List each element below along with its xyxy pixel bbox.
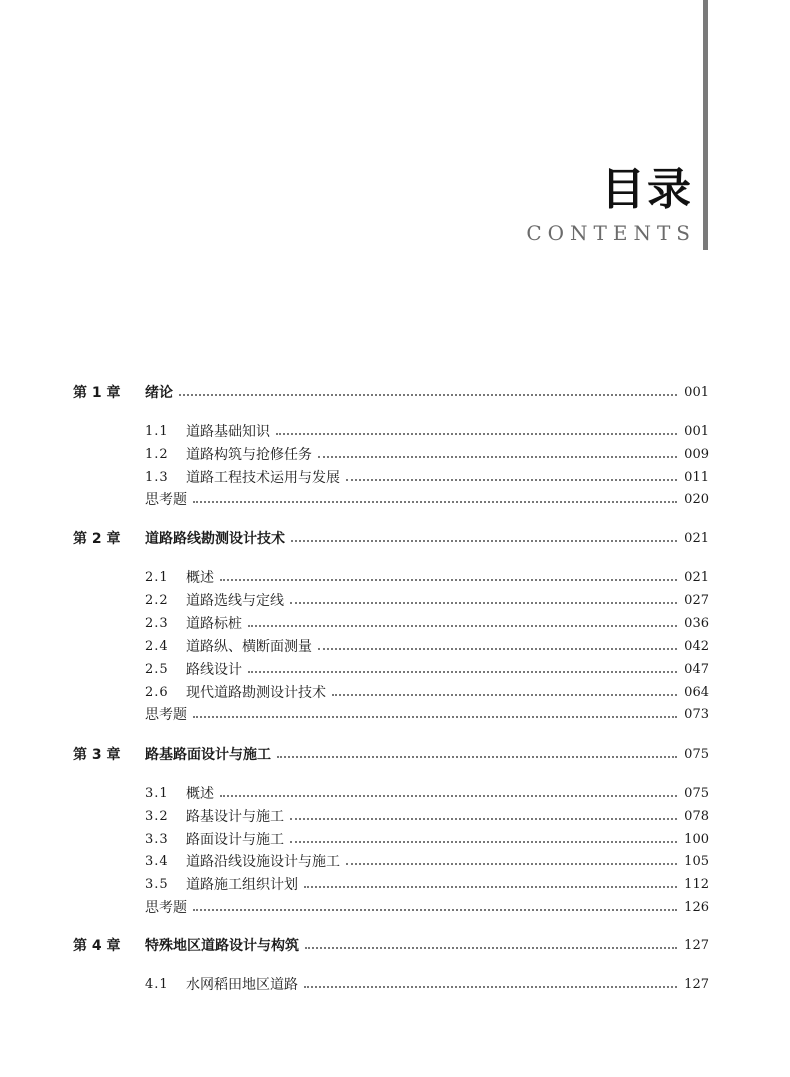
chapter-number: 第 1 章 bbox=[73, 385, 121, 401]
section-title: 道路构筑与抢修任务 bbox=[186, 447, 312, 463]
page-title: 目录 bbox=[601, 164, 693, 215]
section-number: 1.1 bbox=[145, 424, 169, 439]
page-number: 021 bbox=[684, 570, 709, 585]
toc-section-row[interactable] bbox=[0, 567, 790, 589]
dot-leader bbox=[248, 671, 677, 673]
page-number: 078 bbox=[684, 809, 709, 824]
section-number: 2.3 bbox=[145, 616, 169, 631]
toc-section-row[interactable] bbox=[0, 851, 790, 873]
chapter-number: 第 2 章 bbox=[73, 531, 121, 547]
dot-leader bbox=[346, 863, 677, 865]
section-title: 道路基础知识 bbox=[186, 424, 270, 440]
exercises-label: 思考题 bbox=[145, 707, 187, 723]
exercises-label: 思考题 bbox=[145, 900, 187, 916]
dot-leader bbox=[179, 394, 677, 396]
page-number: 075 bbox=[684, 786, 709, 801]
section-number: 3.4 bbox=[145, 854, 169, 869]
page-number: 042 bbox=[684, 639, 709, 654]
section-title: 道路沿线设施设计与施工 bbox=[186, 854, 340, 870]
dot-leader bbox=[276, 433, 677, 435]
toc-section-row[interactable] bbox=[0, 636, 790, 658]
dot-leader bbox=[248, 625, 677, 627]
page-number: 100 bbox=[684, 832, 709, 847]
section-number: 1.3 bbox=[145, 470, 169, 485]
section-title: 现代道路勘测设计技术 bbox=[186, 685, 326, 701]
page-number: 027 bbox=[684, 593, 709, 608]
section-title: 水网稻田地区道路 bbox=[186, 977, 298, 993]
dot-leader bbox=[304, 986, 677, 988]
page-number: 021 bbox=[684, 531, 709, 546]
toc-exercises-row[interactable] bbox=[0, 704, 790, 726]
page-number: 075 bbox=[684, 747, 709, 762]
toc-section-row[interactable] bbox=[0, 659, 790, 681]
dot-leader bbox=[290, 602, 677, 604]
section-title: 路面设计与施工 bbox=[186, 832, 284, 848]
section-title: 道路施工组织计划 bbox=[186, 877, 298, 893]
chapter-title: 道路路线勘测设计技术 bbox=[145, 531, 285, 547]
section-title: 道路纵、横断面测量 bbox=[186, 639, 312, 655]
toc-section-row[interactable] bbox=[0, 783, 790, 805]
section-number: 4.1 bbox=[145, 977, 169, 992]
page-number: 126 bbox=[684, 900, 709, 915]
page-number: 009 bbox=[684, 447, 709, 462]
toc-chapter-row[interactable] bbox=[0, 528, 790, 550]
dot-leader bbox=[318, 456, 677, 458]
toc-section-row[interactable] bbox=[0, 421, 790, 443]
toc-exercises-row[interactable] bbox=[0, 489, 790, 511]
chapter-number: 第 4 章 bbox=[73, 938, 121, 954]
section-number: 2.5 bbox=[145, 662, 169, 677]
section-number: 2.4 bbox=[145, 639, 169, 654]
toc-section-row[interactable] bbox=[0, 829, 790, 851]
toc-chapter-row[interactable] bbox=[0, 382, 790, 404]
header-accent-bar bbox=[703, 0, 708, 250]
toc-exercises-row[interactable] bbox=[0, 897, 790, 919]
page-number: 112 bbox=[684, 877, 709, 892]
dot-leader bbox=[346, 479, 677, 481]
dot-leader bbox=[193, 909, 677, 911]
toc-section-row[interactable] bbox=[0, 682, 790, 704]
section-number: 2.2 bbox=[145, 593, 169, 608]
page-number: 073 bbox=[684, 707, 709, 722]
page-number: 036 bbox=[684, 616, 709, 631]
toc-section-row[interactable] bbox=[0, 874, 790, 896]
page-subtitle: CONTENTS bbox=[526, 221, 696, 245]
toc-section-row[interactable] bbox=[0, 590, 790, 612]
page-number: 001 bbox=[684, 424, 709, 439]
page-number: 001 bbox=[684, 385, 709, 400]
section-number: 3.5 bbox=[145, 877, 169, 892]
toc-chapter-row[interactable] bbox=[0, 935, 790, 957]
chapter-number: 第 3 章 bbox=[73, 747, 121, 763]
section-number: 3.2 bbox=[145, 809, 169, 824]
chapter-title: 绪论 bbox=[145, 385, 173, 401]
page-number: 020 bbox=[684, 492, 709, 507]
dot-leader bbox=[290, 818, 677, 820]
dot-leader bbox=[277, 756, 677, 758]
section-title: 道路选线与定线 bbox=[186, 593, 284, 609]
section-title: 道路标桩 bbox=[186, 616, 242, 632]
exercises-label: 思考题 bbox=[145, 492, 187, 508]
dot-leader bbox=[220, 795, 677, 797]
section-title: 路基设计与施工 bbox=[186, 809, 284, 825]
page-number: 105 bbox=[684, 854, 709, 869]
toc-section-row[interactable] bbox=[0, 974, 790, 996]
section-number: 1.2 bbox=[145, 447, 169, 462]
dot-leader bbox=[332, 694, 677, 696]
dot-leader bbox=[193, 501, 677, 503]
dot-leader bbox=[290, 841, 677, 843]
dot-leader bbox=[220, 579, 677, 581]
toc-section-row[interactable] bbox=[0, 613, 790, 635]
section-title: 道路工程技术运用与发展 bbox=[186, 470, 340, 486]
section-number: 2.1 bbox=[145, 570, 169, 585]
toc-section-row[interactable] bbox=[0, 467, 790, 489]
page-number: 127 bbox=[684, 938, 709, 953]
chapter-title: 路基路面设计与施工 bbox=[145, 747, 271, 763]
dot-leader bbox=[193, 716, 677, 718]
toc-chapter-row[interactable] bbox=[0, 744, 790, 766]
dot-leader bbox=[305, 947, 677, 949]
dot-leader bbox=[291, 540, 677, 542]
page-number: 047 bbox=[684, 662, 709, 677]
page-number: 127 bbox=[684, 977, 709, 992]
section-title: 概述 bbox=[186, 570, 214, 586]
chapter-title: 特殊地区道路设计与构筑 bbox=[145, 938, 299, 954]
page-number: 011 bbox=[684, 470, 709, 485]
toc-section-row[interactable] bbox=[0, 806, 790, 828]
section-number: 3.1 bbox=[145, 786, 169, 801]
section-title: 概述 bbox=[186, 786, 214, 802]
dot-leader bbox=[318, 648, 677, 650]
section-number: 3.3 bbox=[145, 832, 169, 847]
page-number: 064 bbox=[684, 685, 709, 700]
dot-leader bbox=[304, 886, 677, 888]
section-title: 路线设计 bbox=[186, 662, 242, 678]
section-number: 2.6 bbox=[145, 685, 169, 700]
toc-section-row[interactable] bbox=[0, 444, 790, 466]
